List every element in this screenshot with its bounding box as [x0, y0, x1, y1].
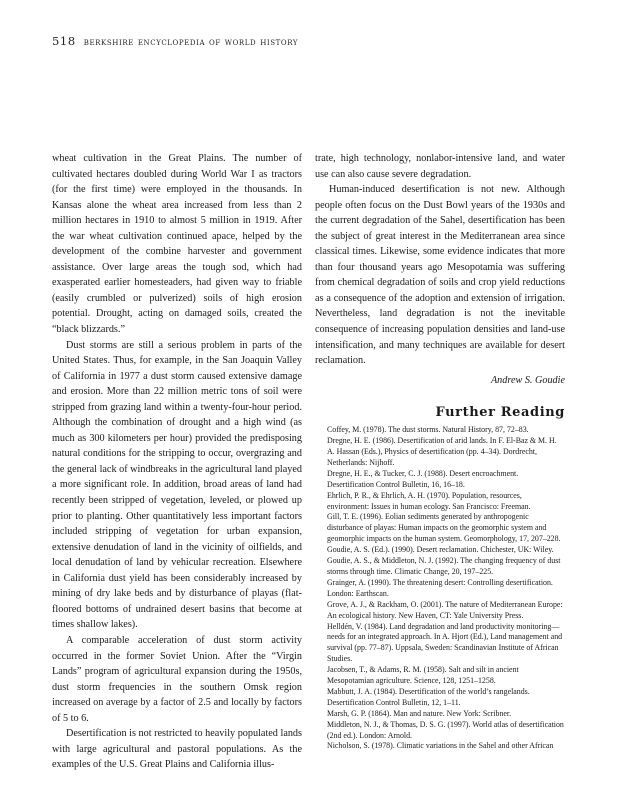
- author-signature: Andrew S. Goudie: [490, 374, 565, 386]
- left-column: [52, 151, 302, 773]
- running-title: berkshire encyclopedia of world history: [83, 36, 299, 48]
- reference-item: Helldén, V. (1984). Land degradation and land productivity monitoring—needs for an integrated approach. In A. Hjort (Ed.), Land management and survival (pp. 77–87). Uppsala, Sweden: Scandinavian Institute of African Studies.: [327, 621, 563, 664]
- reference-item: Mabbutt, J. A. (1984). Desertification of the world’s rangelands. Desertification Control Bulletin, 12, 1–11.: [327, 686, 530, 707]
- paragraph: wheat cultivation in the Great Plains. The number of cultivated hectares doubled during World War I as tractors (for the first time) were employed in the thousands. In Kansas alone the wheat area increased from less than 2 million hectares in 1910 to almost 5 million in 1919. After the war wheat cultivation continued apace, helped by the development of the combine harvester and government assistance. Over large areas the tough sod, which had exasperated earlier homesteaders, had given way to friable (easily crumbled or pulverized) soils of high erosion potential. Drought, acting on damaged soils, created the “black blizzards.”: [52, 153, 302, 336]
- reference-list: [315, 425, 565, 752]
- paragraph: Dust storms are still a serious problem in parts of the United States. Thus, for example, in the San Joaquin Valley of California in 1977 a dust storm caused extensive damage and erosion. More than 22 million metric tons of soil were stripped from grazing land within a twenty-four-hour period. Although the combination of drought and a high wind (as much as 300 kilometers per hour) provided the predisposing natural conditions for the stripping to occur, overgrazing and the general lack of windbreaks in the agricultural land played a more significant role. In addition, broad areas of land had recently been stripped of vegetation, leveled, or plowed up prior to planting. Other quantitatively less important factors included stripping of vegetation for urban expansion, extensive denudation of land in the vicinity of oilfields, and local denudation of land by vehicular recreation. Elsewhere in California dust yield has been considerably increased by mining of dry lake beds and by disturbance of playas (flat-floored bottoms of undrained desert basins that become at times shallow lakes).: [52, 339, 302, 631]
- reference-item: Grainger, A. (1990). The threatening desert: Controlling desertification. London: Earthscan.: [327, 577, 553, 598]
- paragraph: Human-induced desertification is not new. Although people often focus on the Dust Bowl years of the 1930s and the current degradation of the Sahel, desertification has been the subject of great interest in the Mediterranean area since classical times. Likewise, some evidence indicates that more than four thousand years ago Mesopotamia was suffering from chemical degradation of soils and crop yield reductions as a consequence of the adoption and extension of irrigation. Nevertheless, land degradation is not the inevitable consequence of increasing population densities and land-use intensification, and many techniques are available for desert reclamation.: [315, 184, 565, 367]
- reference-item: Nicholson, S. (1978). Climatic variations in the Sahel and other African: [327, 741, 554, 751]
- reference-item: Marsh, G. P. (1864). Man and nature. New York: Scribner.: [327, 708, 512, 718]
- paragraph: Desertification is not restricted to heavily populated lands with large agricultural and pastoral populations. As the examples of the U.S. Great Plains and California illus-: [52, 728, 302, 771]
- paragraph: trate, high technology, nonlabor-intensive land, and water use can also cause severe degradation.: [315, 153, 565, 180]
- reference-item: Coffey, M. (1978). The dust storms. Natural History, 87, 72–83.: [327, 425, 529, 435]
- page-number: 518: [52, 34, 76, 48]
- paragraph: A comparable acceleration of dust storm activity occurred in the former Soviet Union. After the “Virgin Lands” program of agricultural expansion during the 1950s, dust storm frequencies in the southern Omsk region increased on average by a factor of 2.5 and locally by factors of 5 to 6.: [52, 634, 302, 724]
- reference-item: Goudie, A. S., & Middleton, N. J. (1992). The changing frequency of dust storms through time. Climatic Change, 20, 197–225.: [327, 556, 561, 576]
- reference-item: Middleton, N. J., & Thomas, D. S. G. (1997). World atlas of desertification (2nd ed.). London: Arnold.: [327, 719, 564, 740]
- further-reading-heading: Further Reading: [435, 405, 565, 421]
- running-head: [52, 34, 298, 48]
- reference-item: Gill, T. E. (1996). Eolian sediments generated by anthropogenic disturbance of playas: Human impacts on the geomorphic system and geomorphic impacts on the human system. Geomorphology, 17, 207–228.: [327, 512, 561, 544]
- reference-item: Dregne, H. E. (1986). Desertification of arid lands. In F. El-Baz & M. H. A. Hassan (Eds.), Physics of desertification (pp. 4–34). Dordrecht, Netherlands: Nijhoff.: [327, 436, 557, 467]
- reference-item: Dregne, H. E., & Tucker, C. J. (1988). Desert encroachment. Desertification Control Bulletin, 16, 16–18.: [327, 468, 519, 489]
- reference-item: Ehrlich, P. R., & Ehrlich, A. H. (1970). Population, resources, environment: Issues in human ecology. San Francisco: Freeman.: [327, 490, 531, 511]
- reference-item: Goudie, A. S. (Ed.). (1990). Desert reclamation. Chichester, UK: Wiley.: [327, 545, 554, 555]
- right-column: [315, 151, 565, 752]
- reference-item: Jacobsen, T., & Adams, R. M. (1958). Salt and silt in ancient Mesopotamian agriculture. Science, 128, 1251–1258.: [327, 665, 519, 686]
- reference-item: Grove, A. J., & Rackham, O. (2001). The nature of Mediterranean Europe: An ecological history. New Haven, CT: Yale University Press.: [327, 599, 563, 620]
